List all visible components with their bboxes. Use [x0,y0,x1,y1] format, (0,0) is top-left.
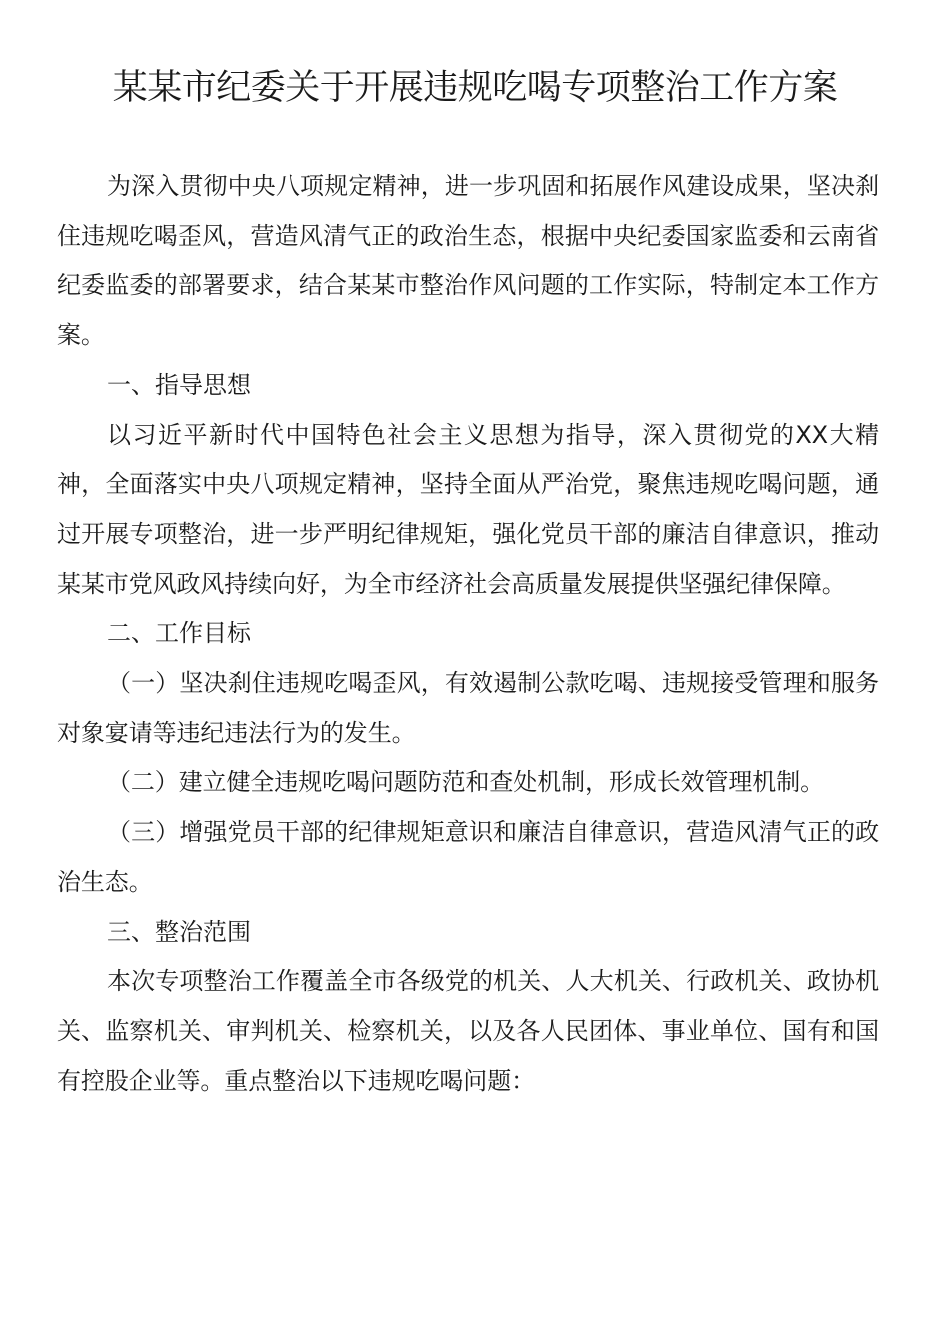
document-body [57,162,879,1106]
section-heading-guiding-ideology: 一、指导思想 [107,370,251,399]
work-goal-item-2: （二）建立健全违规吃喝问题防范和查处机制，形成长效管理机制。 [107,768,824,797]
work-goal-item-3: （三）增强党员干部的纪律规矩意识和廉洁自律意识，营造风清气正的政治生态。 [57,818,879,896]
document-title: 某某市纪委关于开展违规吃喝专项整治工作方案 [112,68,838,108]
work-goal-item-1: （一）坚决刹住违规吃喝歪风，有效遏制公款吃喝、违规接受管理和服务对象宴请等违纪违法行为的发生。 [57,669,879,747]
section-heading-scope: 三、整治范围 [107,917,251,946]
guiding-ideology-paragraph: 以习近平新时代中国特色社会主义思想为指导，深入贯彻党的XX大精神，全面落实中央八项规定精神，坚持全面从严治党，聚焦违规吃喝问题，通过开展专项整治，进一步严明纪律规矩，强化党员干部的廉洁自律意识，推动某某市党风政风持续向好，为全市经济社会高质量发展提供坚强纪律保障。 [57,420,879,598]
scope-paragraph: 本次专项整治工作覆盖全市各级党的机关、人大机关、行政机关、政协机关、监察机关、审判机关、检察机关，以及各人民团体、事业单位、国有和国有控股企业等。重点整治以下违规吃喝问题： [57,967,879,1095]
intro-paragraph: 为深入贯彻中央八项规定精神，进一步巩固和拓展作风建设成果，坚决刹住违规吃喝歪风，营造风清气正的政治生态，根据中央纪委国家监委和云南省纪委监委的部署要求，结合某某市整治作风问题的工作实际，特制定本工作方案。 [57,172,879,350]
section-heading-work-goals: 二、工作目标 [107,619,251,648]
